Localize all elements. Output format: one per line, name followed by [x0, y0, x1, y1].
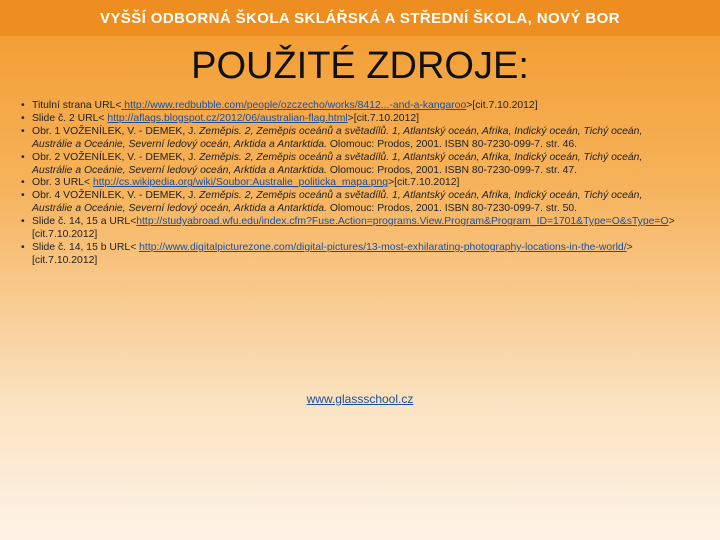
- reference-suffix: Olomouc: Prodos, 2001. ISBN 80-7230-099-7. str. 46.: [326, 138, 578, 150]
- reference-item: [20, 190, 675, 216]
- reference-prefix: Slide č. 14, 15 b URL<: [32, 241, 140, 253]
- reference-prefix: Titulní strana URL<: [32, 100, 122, 111]
- reference-item: [20, 216, 675, 242]
- reference-prefix: Obr. 2 VOŽENÍLEK, V. - DEMEK, J.: [32, 151, 200, 163]
- reference-suffix: >[cit.7.10.2012]: [32, 216, 675, 241]
- bullet-icon: •: [21, 151, 25, 163]
- bullet-icon: •: [21, 125, 25, 137]
- bullet-icon: •: [21, 112, 25, 124]
- bullet-icon: •: [21, 100, 25, 111]
- reference-prefix: Obr. 1 VOŽENÍLEK, V. - DEMEK, J.: [32, 125, 200, 137]
- reference-text: [32, 190, 675, 216]
- reference-suffix: >[cit.7.10.2012]: [347, 112, 420, 124]
- school-name: VYŠŠÍ ODBORNÁ ŠKOLA SKLÁŘSKÁ A STŘEDNÍ ŠKOLA, NOVÝ BOR: [100, 9, 620, 27]
- reference-prefix: Slide č. 14, 15 a URL<: [32, 216, 137, 228]
- bullet-icon: •: [21, 177, 25, 189]
- reference-link[interactable]: http://www.redbubble.com/people/ozczecho/works/8412...-and-a-kangaroo: [121, 100, 467, 111]
- bullet-icon: •: [21, 241, 25, 253]
- website-link[interactable]: www.glassschool.cz: [306, 392, 414, 406]
- bullet-icon: •: [21, 216, 25, 228]
- reference-text: [32, 113, 675, 126]
- reference-suffix: >[cit.7.10.2012]: [388, 177, 460, 189]
- reference-item: [20, 100, 675, 113]
- reference-item: [20, 242, 675, 268]
- reference-text: [32, 126, 675, 152]
- reference-suffix: Olomouc: Prodos, 2001. ISBN 80-7230-099-7. str. 47.: [326, 164, 578, 176]
- references-list: [20, 100, 675, 268]
- reference-link[interactable]: http://cs.wikipedia.org/wiki/Soubor:Australie_politicka_mapa.png: [92, 177, 389, 189]
- bullet-icon: •: [21, 190, 25, 202]
- header-banner: [0, 0, 720, 36]
- reference-prefix: Obr. 4 VOŽENÍLEK, V. - DEMEK, J.: [32, 190, 200, 202]
- page-title: POUŽITÉ ZDROJE:: [191, 45, 529, 87]
- reference-link[interactable]: http://aflags.blogspot.cz/2012/06/australian-flag.html: [107, 112, 348, 124]
- reference-link[interactable]: http://studyabroad.wfu.edu/index.cfm?Fuse.Action=programs.View.Program&Program_ID=1701&Type=O&sType=O: [136, 216, 669, 228]
- reference-text: [32, 216, 675, 242]
- reference-suffix: >[cit.7.10.2012]: [32, 241, 633, 266]
- reference-prefix: Slide č. 2 URL<: [32, 112, 108, 124]
- reference-item: [20, 152, 675, 178]
- reference-item: [20, 113, 675, 126]
- reference-text: [32, 242, 675, 268]
- reference-suffix: Olomouc: Prodos, 2001. ISBN 80-7230-099-7. str. 50.: [326, 203, 578, 215]
- reference-title: Zeměpis. 2, Zeměpis oceánů a světadílů. 1, Atlantský oceán, Afrika, Indický oceán, Tichý oceán, Austrálie a Oceánie, Severní ledový oceán, Arktida a Antarktida.: [32, 151, 643, 176]
- reference-item: [20, 177, 675, 190]
- reference-suffix: >[cit.7.10.2012]: [466, 100, 538, 111]
- reference-title: Zeměpis. 2, Zeměpis oceánů a světadílů. 1, Atlantský oceán, Afrika, Indický oceán, Tichý oceán, Austrálie a Oceánie, Severní ledový oceán, Arktida a Antarktida.: [32, 125, 643, 150]
- reference-item: [20, 126, 675, 152]
- reference-text: [32, 152, 675, 178]
- reference-text: [32, 177, 675, 190]
- reference-link[interactable]: http://www.digitalpicturezone.com/digital-pictures/13-most-exhilarating-photography-locations-in-the-world/: [139, 241, 627, 253]
- reference-prefix: Obr. 3 URL<: [32, 177, 93, 189]
- reference-title: Zeměpis. 2, Zeměpis oceánů a světadílů. 1, Atlantský oceán, Afrika, Indický oceán, Tichý oceán, Austrálie a Oceánie, Severní ledový oceán, Arktida a Antarktida.: [32, 190, 643, 215]
- reference-text: [32, 100, 675, 113]
